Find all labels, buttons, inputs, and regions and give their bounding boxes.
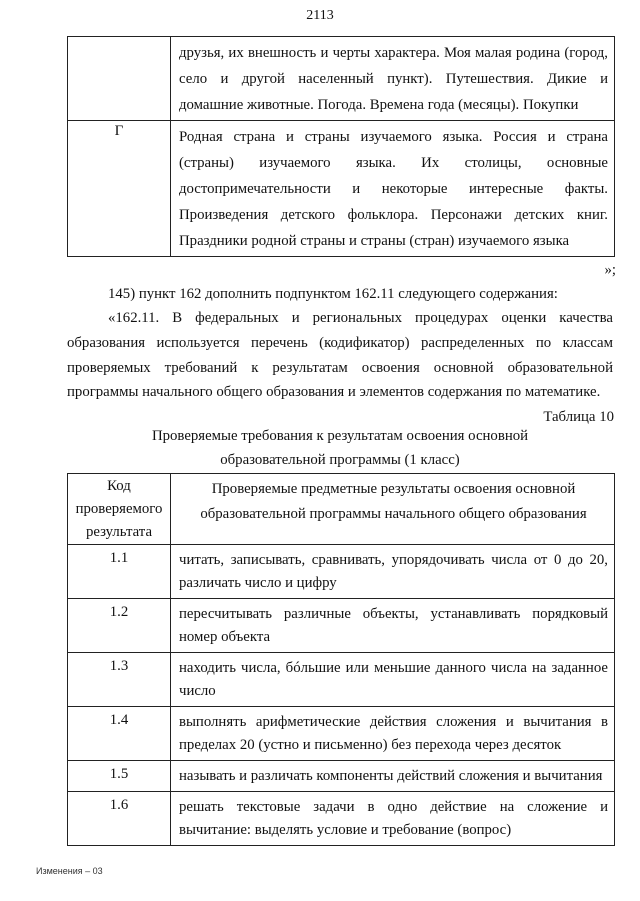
- result-code: 1.6: [68, 792, 171, 846]
- result-code: 1.4: [68, 707, 171, 761]
- result-text: выполнять арифметические действия сложения и вычитания в пределах 20 (устно и письменно) без перехода через десяток: [171, 707, 615, 761]
- column-header-result: Проверяемые предметные результаты освоения основной образовательной программы начального общего образования: [171, 474, 615, 545]
- result-code: 1.1: [68, 545, 171, 599]
- result-code: 1.3: [68, 653, 171, 707]
- row-code: [68, 37, 171, 121]
- table-row: [68, 653, 615, 707]
- result-text: решать текстовые задачи в одно действие на сложение и вычитание: выделять условие и требование (вопрос): [171, 792, 615, 846]
- paragraph-line: проверяемых требований к результатам освоения основной образовательной: [67, 360, 613, 376]
- table-row: [68, 545, 615, 599]
- paragraph-line: «162.11. В федеральных и региональных процедурах оценки качества: [108, 310, 613, 326]
- page-number: 2113: [306, 8, 334, 23]
- table-row: [68, 121, 615, 257]
- paragraph-line: образования используется перечень (кодификатор) распределенных по классам: [67, 335, 613, 351]
- table-row: [68, 599, 615, 653]
- table-header-row: [68, 474, 615, 545]
- continued-table: [67, 36, 615, 257]
- table-row: [68, 792, 615, 846]
- table-row: [68, 707, 615, 761]
- table-row: [68, 761, 615, 792]
- table-title: Проверяемые требования к результатам освоения основной: [151, 428, 529, 444]
- result-text: называть и различать компоненты действий сложения и вычитания: [171, 761, 615, 792]
- result-code: 1.2: [68, 599, 171, 653]
- result-code: 1.5: [68, 761, 171, 792]
- paragraph-line: программы начального общего образования и элементов содержания по математике.: [67, 384, 601, 400]
- row-code: Г: [68, 121, 171, 257]
- result-text: пересчитывать различные объекты, устанавливать порядковый номер объекта: [171, 599, 615, 653]
- item-145: 145) пункт 162 дополнить подпунктом 162.11 следующего содержания:: [108, 286, 558, 302]
- footer-note: Изменения – 03: [36, 866, 103, 876]
- requirements-table: [67, 473, 615, 846]
- table-title: образовательной программы (1 класс): [220, 452, 460, 468]
- row-text: Родная страна и страны изучаемого языка. Россия и страна (страны) изучаемого языка. Их столицы, основные достопримечательности и некоторые интересные факты. Произведения детского фольклора. Персонажи детских книг. Праздники родной страны и страны (стран) изучаемого языка: [171, 121, 615, 257]
- table-label: Таблица 10: [543, 409, 614, 425]
- column-header-code: Код проверяемого результата: [68, 474, 171, 545]
- result-text: находить числа, бóльшие или меньшие данного числа на заданное число: [171, 653, 615, 707]
- result-text: читать, записывать, сравнивать, упорядочивать числа от 0 до 20, различать число и цифру: [171, 545, 615, 599]
- table-row: [68, 37, 615, 121]
- closing-quote: »;: [604, 262, 616, 278]
- row-text: друзья, их внешность и черты характера. Моя малая родина (город, село и другой населенный пункт). Путешествия. Дикие и домашние животные. Погода. Времена года (месяцы). Покупки: [171, 37, 615, 121]
